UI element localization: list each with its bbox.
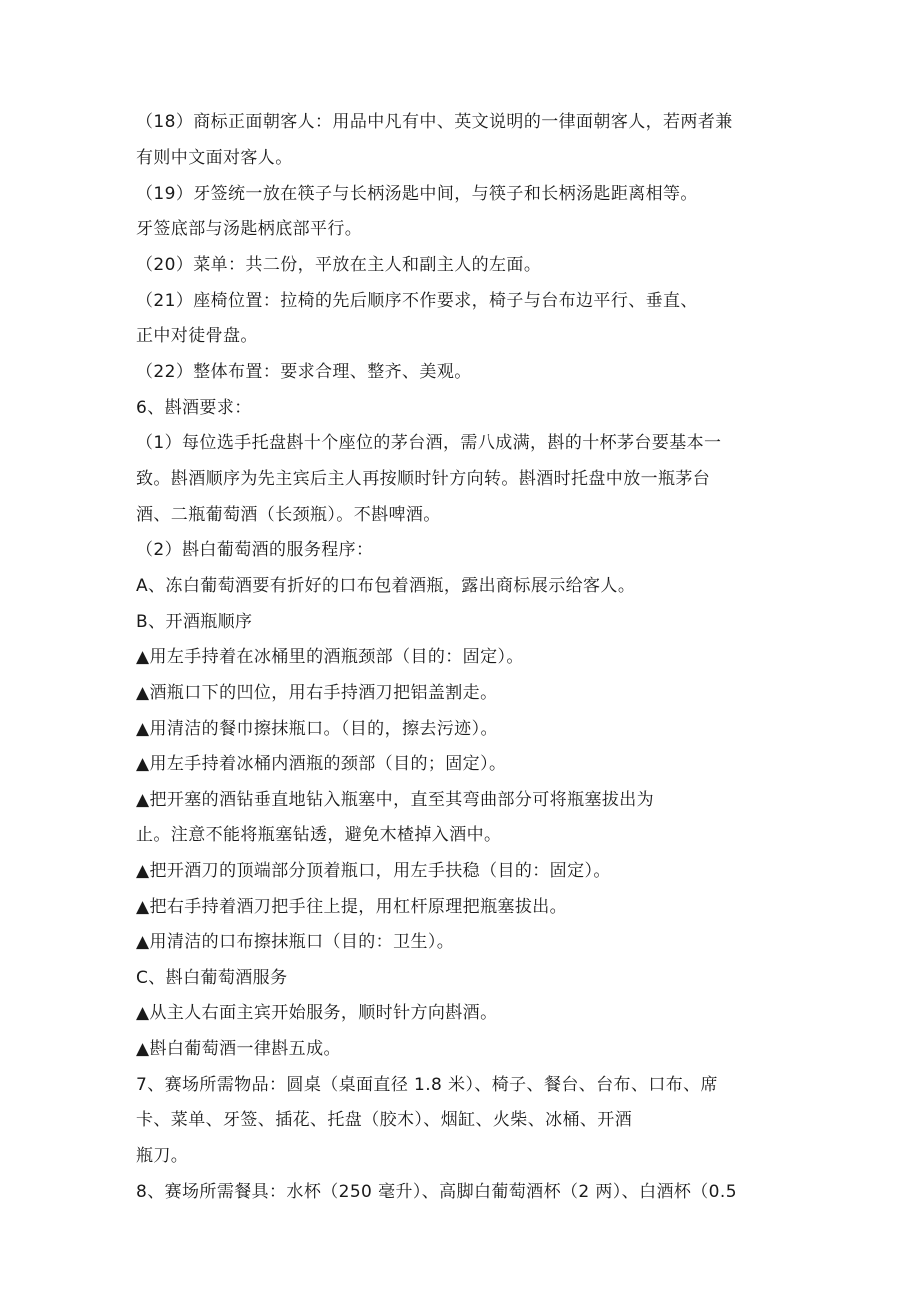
text-line: （19）牙签统一放在筷子与长柄汤匙中间，与筷子和长柄汤匙距离相等。 <box>136 184 698 204</box>
bullet-line: ▲用左手持着冰桶内酒瓶的颈部（目的；固定）。 <box>136 754 507 774</box>
text-line: 正中对徒骨盘。 <box>136 326 258 346</box>
text-line: A、冻白葡萄酒要有折好的口布包着酒瓶，露出商标展示给客人。 <box>136 576 636 596</box>
bullet-line: ▲斟白葡萄酒一律斟五成。 <box>136 1039 341 1059</box>
text-line: B、开酒瓶顺序 <box>136 612 253 632</box>
text-line: （2）斟白葡萄酒的服务程序： <box>136 540 374 560</box>
bullet-line: ▲用清洁的口布擦抹瓶口（目的：卫生）。 <box>136 932 455 952</box>
text-line: （1）每位选手托盘斟十个座位的茅台酒，需八成满，斟的十杯茅台要基本一 <box>136 433 722 453</box>
bullet-line: ▲把开酒刀的顶端部分顶着瓶口，用左手扶稳（目的：固定）。 <box>136 861 611 881</box>
text-line: C、斟白葡萄酒服务 <box>136 968 288 988</box>
text-line: 卡、菜单、牙签、插花、托盘（胶木）、烟缸、火柴、冰桶、开酒 <box>136 1110 633 1130</box>
bullet-line: ▲用清洁的餐巾擦抹瓶口。（目的，擦去污迹）。 <box>136 719 498 739</box>
bullet-line: ▲把右手持着酒刀把手往上提，用杠杆原理把瓶塞拔出。 <box>136 897 568 917</box>
bullet-line: ▲把开塞的酒钻垂直地钻入瓶塞中，直至其弯曲部分可将瓶塞拔出为 <box>136 790 655 810</box>
text-line: 酒、二瓶葡萄酒（长颈瓶）。不斟啤酒。 <box>136 505 441 525</box>
text-line: 牙签底部与汤匙柄底部平行。 <box>136 219 363 239</box>
bullet-line: ▲酒瓶口下的凹位，用右手持酒刀把铝盖割走。 <box>136 683 498 703</box>
bullet-line: ▲用左手持着在冰桶里的酒瓶颈部（目的：固定）。 <box>136 647 524 667</box>
section-heading: 7、赛场所需物品：圆桌（桌面直径 1.8 米）、椅子、餐台、台布、口布、席 <box>136 1075 718 1095</box>
section-heading: 8、赛场所需餐具：水杯（250 毫升）、高脚白葡萄酒杯（2 两）、白酒杯（0.5 <box>136 1182 737 1202</box>
bullet-line: ▲从主人右面主宾开始服务，顺时针方向斟酒。 <box>136 1003 498 1023</box>
text-line: （21）座椅位置：拉椅的先后顺序不作要求，椅子与台布边平行、垂直、 <box>136 291 698 311</box>
text-line: （20）菜单：共二份，平放在主人和副主人的左面。 <box>136 255 542 275</box>
text-line: 止。注意不能将瓶塞钻透，避免木楂掉入酒中。 <box>136 825 502 845</box>
section-heading: 6、斟酒要求： <box>136 398 252 418</box>
text-line: 致。斟酒顺序为先主宾后主人再按顺时针方向转。斟酒时托盘中放一瓶茅台 <box>136 469 711 489</box>
text-line: （22）整体布置：要求合理、整齐、美观。 <box>136 362 472 382</box>
text-line: （18）商标正面朝客人：用品中凡有中、英文说明的一律面朝客人，若两者兼 <box>136 112 733 132</box>
text-line: 有则中文面对客人。 <box>136 148 293 168</box>
text-line: 瓶刀。 <box>136 1146 189 1166</box>
